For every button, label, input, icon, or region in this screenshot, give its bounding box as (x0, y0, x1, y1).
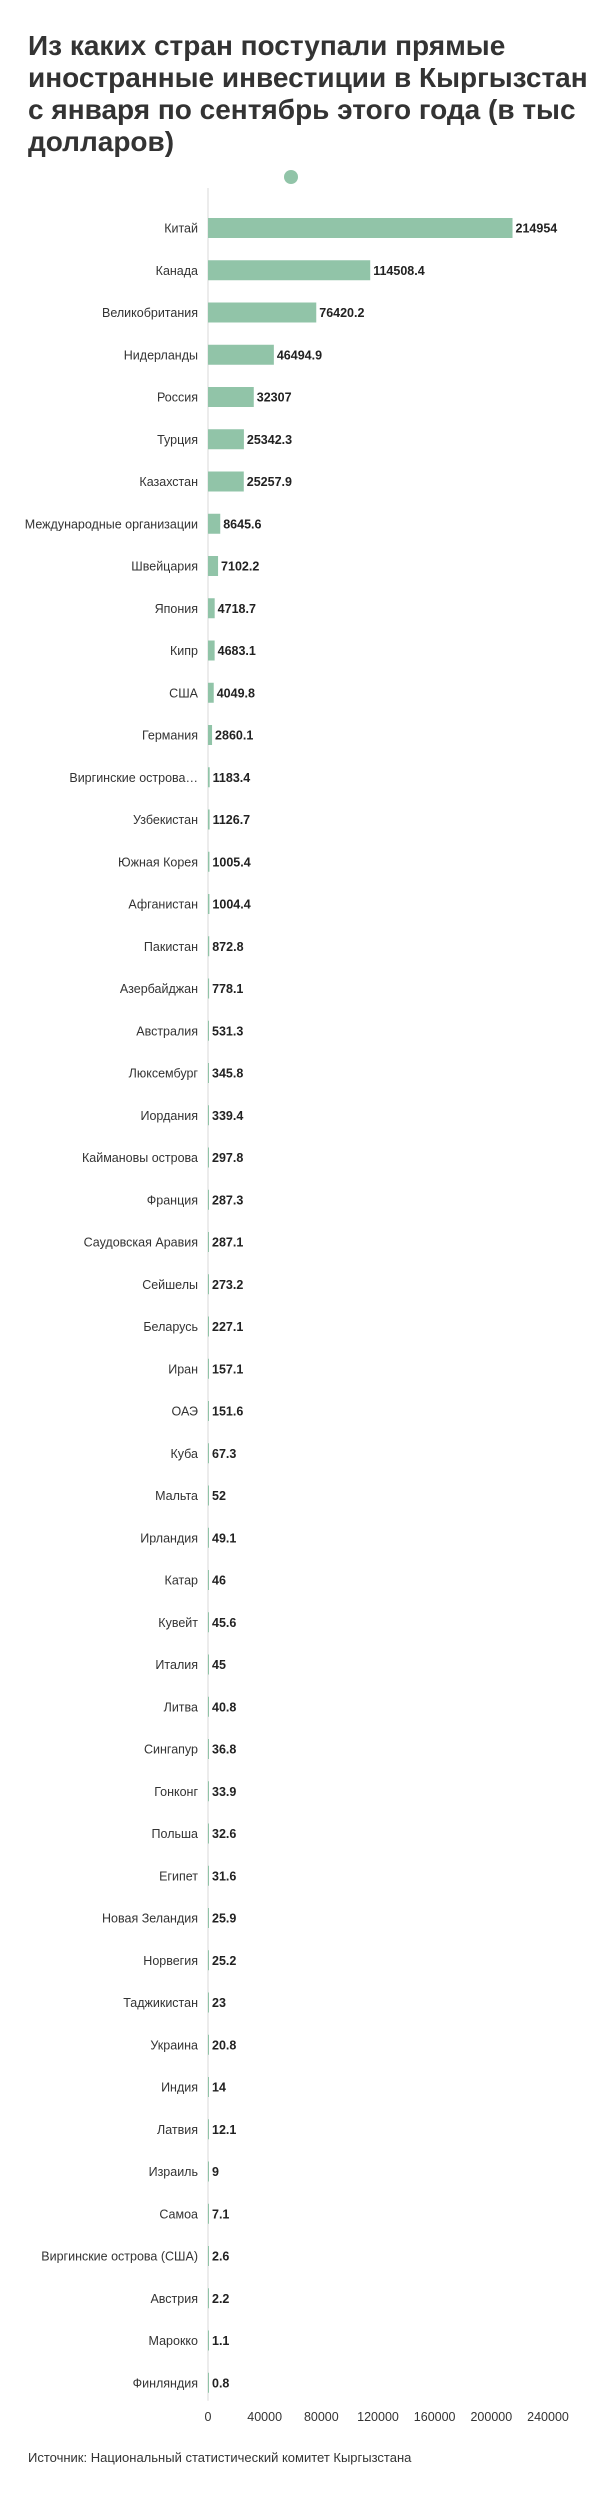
data-label: 287.1 (212, 1235, 244, 1250)
data-label: 8645.6 (223, 517, 262, 532)
bar[interactable] (208, 2288, 209, 2308)
bar[interactable] (208, 1612, 209, 1632)
category-label: Гонконг (154, 1784, 198, 1799)
data-label: 1005.4 (212, 855, 251, 870)
category-label: ОАЭ (171, 1404, 198, 1419)
bar[interactable] (208, 2119, 209, 2139)
data-label: 227.1 (212, 1320, 244, 1334)
data-label: 2860.1 (215, 728, 254, 743)
data-label: 1.1 (212, 2334, 230, 2348)
data-label: 12.1 (212, 2122, 237, 2137)
data-label: 872.8 (212, 939, 244, 954)
data-label: 339.4 (212, 1108, 244, 1123)
bar[interactable] (208, 1274, 209, 1294)
bar[interactable] (208, 683, 214, 703)
category-label: Финляндия (132, 2376, 198, 2391)
bar[interactable] (208, 1908, 209, 1928)
data-label: 52 (212, 1489, 226, 1503)
category-label: Польша (151, 1827, 198, 1841)
data-label: 7.1 (212, 2207, 230, 2222)
data-label: 7102.2 (221, 559, 260, 574)
x-tick-label: 80000 (303, 2409, 339, 2424)
data-label: 4049.8 (216, 686, 255, 701)
bar[interactable] (208, 1824, 209, 1844)
category-label: Франция (146, 1193, 198, 1208)
data-label: 151.6 (212, 1404, 244, 1419)
category-label: Австрия (150, 2291, 198, 2306)
bar[interactable] (208, 1063, 209, 1083)
category-label: Германия (141, 728, 198, 743)
bar[interactable] (208, 1443, 209, 1463)
category-label: Каймановы острова (82, 1151, 198, 1165)
category-label: Латвия (157, 2122, 198, 2137)
bar[interactable] (208, 1655, 209, 1675)
category-label: Россия (157, 390, 198, 405)
bar[interactable] (208, 556, 218, 576)
category-label: Виргинские острова (США) (41, 2249, 198, 2264)
bar[interactable] (208, 1866, 209, 1886)
bar[interactable] (208, 345, 274, 365)
bar[interactable] (208, 1021, 209, 1041)
bar[interactable] (208, 979, 209, 999)
bar[interactable] (208, 472, 244, 492)
category-label: Самоа (159, 2207, 198, 2222)
category-label: Виргинские острова… (69, 770, 198, 785)
bar[interactable] (208, 2246, 209, 2266)
category-label: Израиль (148, 2165, 198, 2179)
category-label: Мальта (155, 1489, 198, 1503)
x-tick-label: 200000 (470, 2409, 513, 2424)
data-label: 778.1 (212, 982, 244, 996)
data-label: 287.3 (212, 1193, 244, 1208)
bar[interactable] (208, 1232, 209, 1252)
bar[interactable] (208, 218, 513, 238)
category-label: Таджикистан (123, 1996, 198, 2010)
bar[interactable] (208, 1359, 209, 1379)
data-label: 2.6 (212, 2249, 230, 2264)
category-label: Турция (157, 432, 198, 447)
bar[interactable] (208, 387, 254, 407)
category-label: Великобритания (102, 306, 198, 320)
bar[interactable] (208, 2204, 209, 2224)
category-label: Литва (163, 1700, 198, 1715)
bar[interactable] (208, 1950, 209, 1970)
bar[interactable] (208, 936, 209, 956)
data-label: 25.9 (212, 1911, 237, 1926)
category-label: Египет (159, 1869, 198, 1884)
category-label: Иордания (140, 1108, 198, 1123)
data-label: 23 (212, 1996, 226, 2010)
x-tick-label: 0 (204, 2409, 212, 2424)
category-label: Сингапур (144, 1742, 198, 1757)
category-label: Международные организации (24, 517, 198, 532)
data-label: 214954 (515, 221, 558, 236)
bar[interactable] (208, 1105, 209, 1125)
data-label: 67.3 (212, 1446, 237, 1461)
category-label: Китай (164, 221, 198, 236)
bar[interactable] (208, 1781, 209, 1801)
data-label: 25257.9 (246, 475, 292, 489)
bar[interactable] (208, 1401, 209, 1421)
bar[interactable] (208, 2077, 209, 2097)
data-label: 14 (212, 2080, 226, 2095)
chart-title: Из каких стран поступали прямые иностранные инвестиции в Кыргызстан с января по сентябрь этого года (в тыс долларов) (28, 30, 588, 157)
category-label: Индия (161, 2080, 198, 2095)
category-label: Нидерланды (123, 348, 198, 363)
bar[interactable] (208, 1570, 209, 1590)
data-label: 32.6 (212, 1827, 237, 1841)
bar[interactable] (208, 2373, 209, 2393)
bar[interactable] (208, 725, 212, 745)
bar[interactable] (208, 1148, 209, 1168)
bar[interactable] (208, 598, 215, 618)
category-label: Саудовская Аравия (83, 1235, 198, 1250)
bar[interactable] (208, 1697, 209, 1717)
data-label: 4718.7 (217, 601, 256, 616)
data-label: 1004.4 (212, 897, 251, 912)
bar[interactable] (208, 852, 209, 872)
data-label: 1126.7 (212, 813, 251, 827)
bar[interactable] (208, 514, 220, 534)
category-label: Кувейт (158, 1615, 198, 1630)
category-label: США (169, 686, 198, 701)
bar[interactable] (208, 894, 209, 914)
data-label: 0.8 (212, 2376, 230, 2391)
bar[interactable] (208, 810, 210, 830)
bar[interactable] (208, 429, 244, 449)
category-label: Казахстан (139, 475, 198, 489)
data-label: 45.6 (212, 1615, 237, 1630)
category-label: Сейшелы (142, 1277, 198, 1292)
x-tick-label: 40000 (247, 2409, 283, 2424)
category-label: Кипр (170, 644, 198, 658)
data-label: 9 (212, 2165, 219, 2179)
category-label: Канада (155, 263, 198, 278)
data-label: 1183.4 (212, 770, 251, 785)
category-label: Иран (168, 1362, 198, 1377)
data-label: 49.1 (212, 1531, 237, 1546)
data-label: 32307 (256, 390, 292, 405)
data-label: 40.8 (212, 1700, 237, 1715)
data-label: 4683.1 (217, 644, 256, 658)
bar[interactable] (208, 1486, 209, 1506)
data-label: 345.8 (212, 1066, 244, 1081)
category-label: Ирландия (140, 1531, 198, 1546)
bar[interactable] (208, 2162, 209, 2182)
bar[interactable] (208, 1190, 209, 1210)
category-label: Афганистан (128, 897, 198, 912)
category-label: Люксембург (128, 1066, 198, 1081)
bar[interactable] (208, 1993, 209, 2013)
category-label: Австралия (136, 1024, 198, 1039)
category-label: Норвегия (143, 1953, 198, 1968)
bar[interactable] (208, 767, 210, 787)
category-label: Южная Корея (118, 855, 198, 870)
category-label: Катар (164, 1573, 198, 1588)
bar[interactable] (208, 2331, 209, 2351)
bar[interactable] (208, 1317, 209, 1337)
category-label: Узбекистан (133, 813, 198, 827)
category-label: Украина (150, 2038, 198, 2053)
data-label: 46494.9 (276, 348, 323, 363)
x-tick-label: 240000 (527, 2409, 569, 2424)
x-tick-label: 120000 (357, 2409, 399, 2424)
category-label: Швейцария (131, 559, 198, 574)
bar[interactable] (208, 260, 370, 280)
bar[interactable] (208, 303, 316, 323)
data-label: 46 (212, 1573, 226, 1588)
bar[interactable] (208, 1528, 209, 1548)
category-label: Азербайджан (119, 982, 198, 996)
data-label: 273.2 (212, 1277, 244, 1292)
category-label: Беларусь (143, 1320, 198, 1334)
data-label: 33.9 (212, 1784, 237, 1799)
data-label: 531.3 (212, 1024, 244, 1039)
data-label: 114508.4 (373, 263, 425, 278)
bar[interactable] (208, 2035, 209, 2055)
data-label: 25.2 (212, 1953, 237, 1968)
data-label: 36.8 (212, 1742, 237, 1757)
bar[interactable] (208, 1739, 209, 1759)
x-tick-label: 160000 (413, 2409, 456, 2424)
data-label: 25342.3 (246, 432, 293, 447)
source-note: Источник: Национальный статистический комитет Кыргызстана (28, 2450, 412, 2465)
category-label: Италия (155, 1658, 198, 1672)
bar[interactable] (208, 641, 215, 661)
data-label: 76420.2 (319, 306, 365, 320)
category-label: Пакистан (143, 939, 198, 954)
data-label: 20.8 (212, 2038, 237, 2053)
data-label: 157.1 (212, 1362, 244, 1377)
category-label: Марокко (148, 2334, 198, 2348)
category-label: Новая Зеландия (102, 1911, 198, 1926)
category-label: Куба (170, 1446, 198, 1461)
data-label: 297.8 (212, 1151, 244, 1165)
data-label: 45 (212, 1658, 226, 1672)
data-label: 2.2 (212, 2291, 230, 2306)
data-label: 31.6 (212, 1869, 237, 1884)
category-label: Япония (154, 601, 198, 616)
